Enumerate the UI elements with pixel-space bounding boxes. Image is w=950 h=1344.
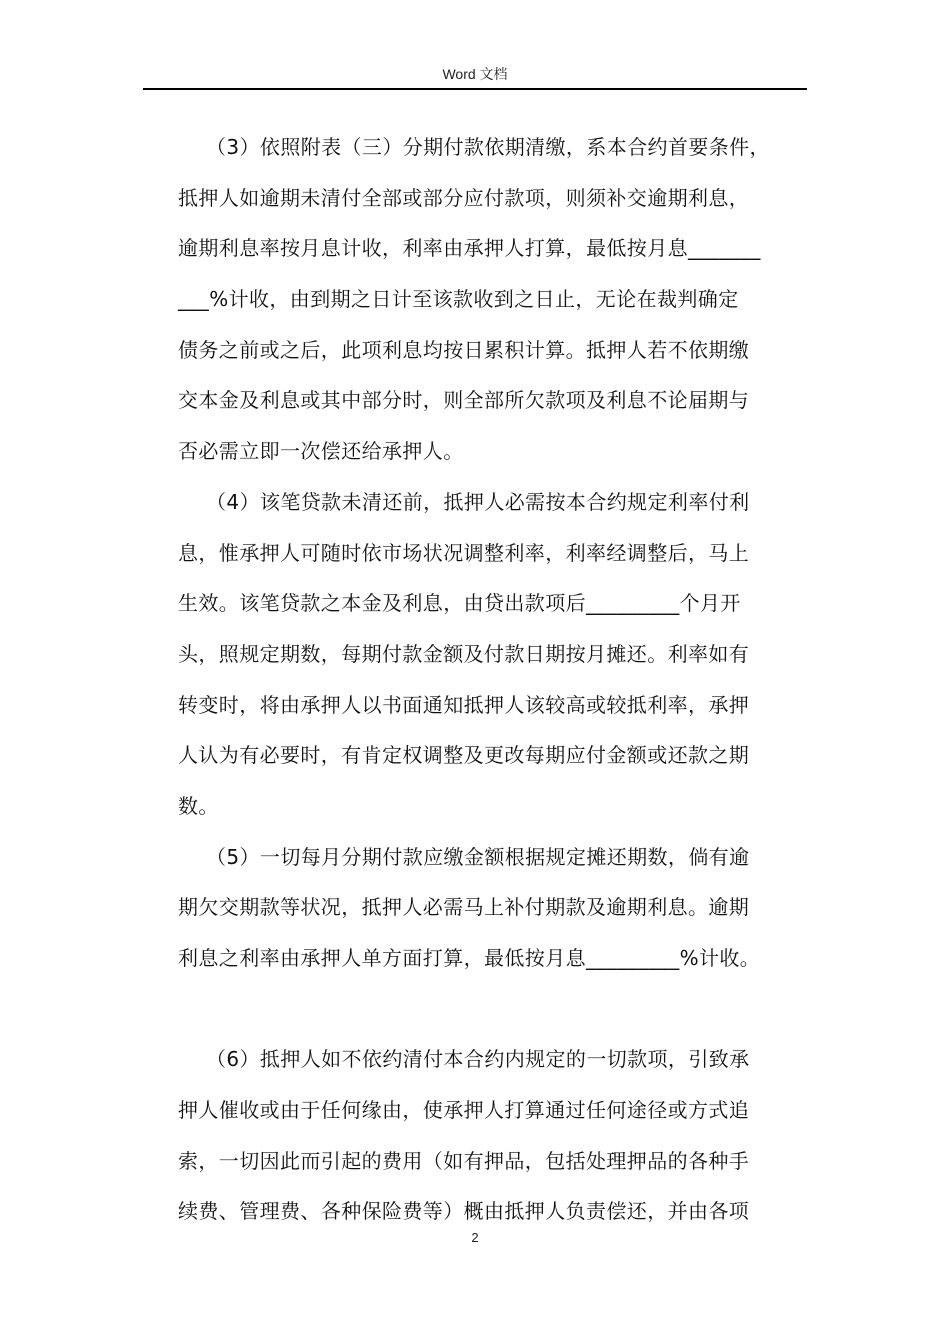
paragraph-line: 期欠交期款等状况，抵押人必需马上补付期款及逾期利息。逾期 [178, 895, 750, 920]
paragraph-line: （6）抵押人如不依约清付本合约内规定的一切款项，引致承 [206, 1047, 750, 1072]
document-body [178, 122, 802, 1237]
paragraph-line: 押人催收或由于任何缘由，使承押人打算通过任何途径或方式追 [178, 1098, 750, 1123]
paragraph-line: ___%计收，由到期之日计至该款收到之日止，无论在裁判确定 [178, 287, 739, 312]
paragraph-line: 生效。该笔贷款之本金及利息，由贷出款项后_________个月开 [178, 591, 741, 616]
page-number: 2 [471, 1230, 479, 1245]
paragraph-6 [178, 1034, 802, 1237]
page-header-title: Word 文档 [442, 66, 508, 82]
paragraph-line: 逾期利息率按月息计收，利率由承押人打算，最低按月息_______ [178, 236, 761, 261]
paragraph-line: 债务之前或之后，此项利息均按日累积计算。抵押人若不依期缴 [178, 337, 750, 362]
paragraph-line: 数。 [178, 793, 219, 818]
paragraph-5 [178, 832, 802, 984]
paragraph-line: 抵押人如逾期未清付全部或部分应付款项，则须补交逾期利息， [178, 185, 750, 210]
paragraph-line: 利息之利率由承押人单方面打算，最低按月息_________%计收。 [178, 946, 761, 970]
paragraph-line: 人认为有必要时，有肯定权调整及更改每期应付金额或还款之期 [178, 743, 750, 768]
paragraph-line: 索，一切因此而引起的费用（如有押品，包括处理押品的各种手 [178, 1148, 750, 1173]
paragraph-line: （5）一切每月分期付款应缴金额根据规定摊还期数，倘有逾 [206, 844, 750, 869]
paragraph-spacer [178, 984, 802, 1035]
paragraph-line: （3）依照附表（三）分期付款依期清缴，系本合约首要条件， [206, 135, 770, 159]
paragraph-line: 交本金及利息或其中部分时，则全部所欠款项及利息不论届期与 [178, 388, 750, 413]
paragraph-line: （4）该笔贷款未清还前，抵押人必需按本合约规定利率付利 [206, 489, 750, 514]
paragraph-line: 续费、管理费、各种保险费等）概由抵押人负责偿还，并由各项 [178, 1199, 750, 1224]
header-divider [143, 88, 807, 90]
paragraph-line: 息，惟承押人可随时依市场状况调整利率，利率经调整后，马上 [178, 540, 750, 565]
paragraph-line: 转变时，将由承押人以书面通知抵押人该较高或较抵利率，承押 [178, 692, 750, 717]
paragraph-4 [178, 477, 802, 832]
paragraph-line: 否必需立即一次偿还给承押人。 [178, 439, 464, 464]
paragraph-line: 头，照规定期数，每期付款金额及付款日期按月摊还。利率如有 [178, 641, 750, 666]
paragraph-3 [178, 122, 802, 477]
